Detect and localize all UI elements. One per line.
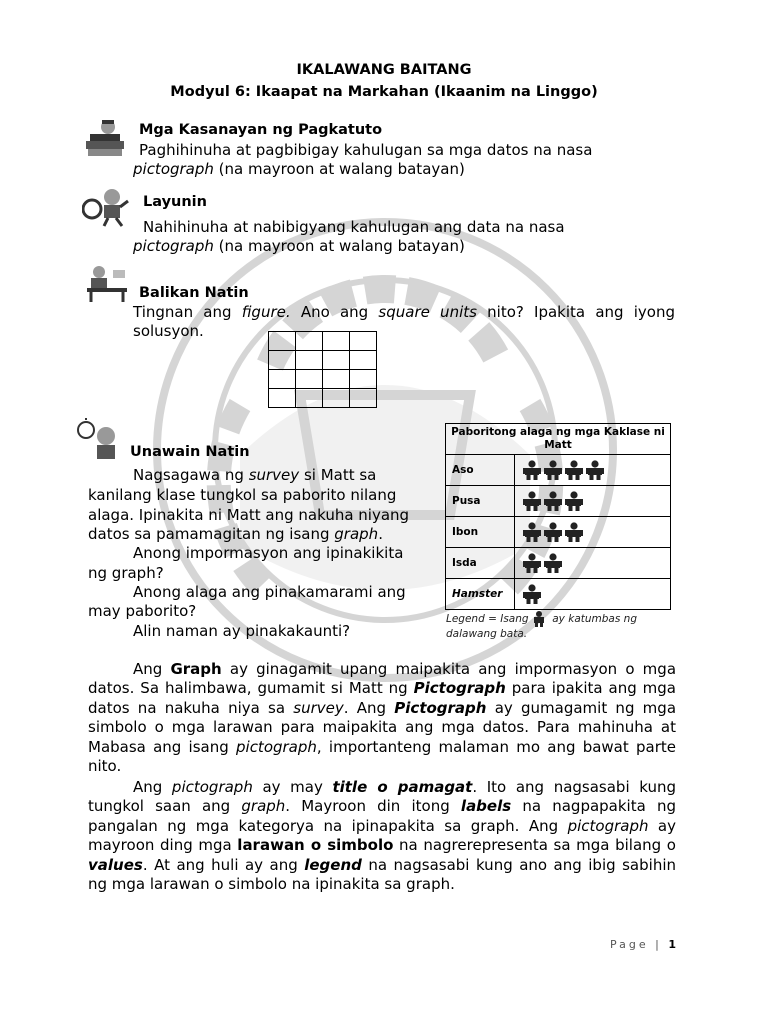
competency-line2: [133, 160, 465, 179]
person-icon: [544, 495, 565, 507]
review-line1: Tingnan ang figure. Ano ang square units nito? Ipakita ang iyong: [133, 303, 675, 321]
page-footer: Page | 1: [610, 938, 676, 951]
competency-line1: Paghihinuha at pagbibigay kahulugan sa mga datos na nasa: [139, 141, 593, 159]
module-heading: Modyul 6: Ikaapat na Markahan (Ikaanim na Linggo): [170, 84, 598, 100]
person-icon: [544, 464, 565, 476]
pictograph-symbols: [515, 517, 671, 548]
books-student-icon: [82, 117, 130, 159]
pictograph-title: Paboritong alaga ng mga Kaklase ni Matt: [446, 424, 671, 455]
grade-heading: IKALAWANG BAITANG: [296, 62, 472, 78]
question-1: Anong impormasyon ang ipinakikita: [133, 544, 404, 562]
pictograph-symbols: [515, 548, 671, 579]
review-line2: solusyon.: [133, 322, 204, 340]
person-icon: [523, 495, 544, 507]
body-paragraph-1: Ang Graph ay ginagamit upang maipakita ang impormasyon o mga datos. Sa halimbawa, gumamit si Matt ng Pictograph para ipakita ang mga datos na nakuha niya sa survey. Ang Pictograph ay gumagamit ng mga simbolo o mga larawan para maipakita ang mga datos. Para mahinuha at Mabasa ang isang pictograph, importanteng malaman mo ang bawat parte nito.: [88, 660, 677, 776]
page-label: Page: [610, 938, 649, 951]
pictograph-row: [446, 517, 671, 548]
pictograph-symbols: [515, 486, 671, 517]
pictograph-term: pictograph: [133, 237, 214, 255]
body-paragraph-2: Ang pictograph ay may title o pamagat. Ito ang nagsasabi kung tungkol saan ang graph. Mayroon din itong labels na nagpapakita ng pangalan ng mga kategorya na ipinapakita sa graph. Ang pictograph ay mayroon ding mga larawan o simbolo na nagrerepresenta sa mga bilang o values. At ang huli ay ang legend na nagsasabi kung ano ang ibig sabihin ng mga larawan o simbolo na ipinakita sa graph.: [88, 778, 677, 894]
pictograph-row: [446, 579, 671, 610]
review-title: Balikan Natin: [139, 285, 249, 301]
person-icon: [544, 557, 565, 569]
understand-title: Unawain Natin: [130, 444, 250, 460]
pictograph-category-label: Pusa: [446, 486, 515, 517]
pictograph-category-label: Ibon: [446, 517, 515, 548]
person-icon: [586, 464, 607, 476]
person-icon: [565, 464, 586, 476]
runner-kid-icon: [82, 185, 132, 227]
square-units-figure: [268, 331, 377, 408]
pictograph-legend: [446, 611, 676, 641]
competency-line2-rest: (na mayroon at walang batayan): [213, 160, 465, 178]
pictograph-row: [446, 548, 671, 579]
question-2-cont: may paborito?: [88, 602, 197, 620]
pictograph-category-label: Hamster: [446, 579, 515, 610]
objective-line2-rest: (na mayroon at walang batayan): [213, 237, 465, 255]
person-icon: [523, 526, 544, 538]
question-2: Anong alaga ang pinakamarami ang: [133, 583, 406, 601]
lightbulb-thinker-icon: [74, 418, 122, 460]
person-icon: [544, 526, 565, 538]
competency-title: Mga Kasanayan ng Pagkatuto: [139, 122, 383, 138]
pictograph-row: [446, 486, 671, 517]
person-icon: [565, 526, 586, 538]
objective-line1: Nahihinuha at nabibigyang kahulugan ang data na nasa: [143, 218, 565, 236]
legend-text-b: ay katumbas ng dalawang bata.: [446, 613, 637, 640]
person-icon: [523, 557, 544, 569]
pictograph-category-label: Isda: [446, 548, 515, 579]
legend-text-a: Legend = Isang: [446, 613, 529, 625]
student-desk-icon: [85, 264, 131, 302]
question-3: Alin naman ay pinakakaunti?: [133, 622, 351, 640]
understand-line1: Nagsagawa ng survey si Matt sa: [133, 466, 377, 484]
page-number: 1: [668, 938, 676, 951]
pictograph-row: [446, 455, 671, 486]
question-1-cont: ng graph?: [88, 564, 164, 582]
understand-line4: datos sa pamamagitan ng isang graph.: [88, 525, 383, 543]
pictograph-term: pictograph: [133, 160, 214, 178]
understand-line2: kanilang klase tungkol sa paborito nilang: [88, 486, 397, 504]
pictograph-category-label: Aso: [446, 455, 515, 486]
pet-pictograph: [445, 423, 671, 610]
understand-line3: alaga. Ipinakita ni Matt ang nakuha niyang: [88, 506, 410, 524]
pictograph-symbols: [515, 455, 671, 486]
objective-title: Layunin: [143, 194, 207, 210]
person-icon: [523, 464, 544, 476]
person-icon: [532, 611, 546, 627]
person-icon: [523, 588, 544, 600]
pictograph-symbols: [515, 579, 671, 610]
objective-line2: [133, 237, 465, 256]
person-icon: [565, 495, 586, 507]
